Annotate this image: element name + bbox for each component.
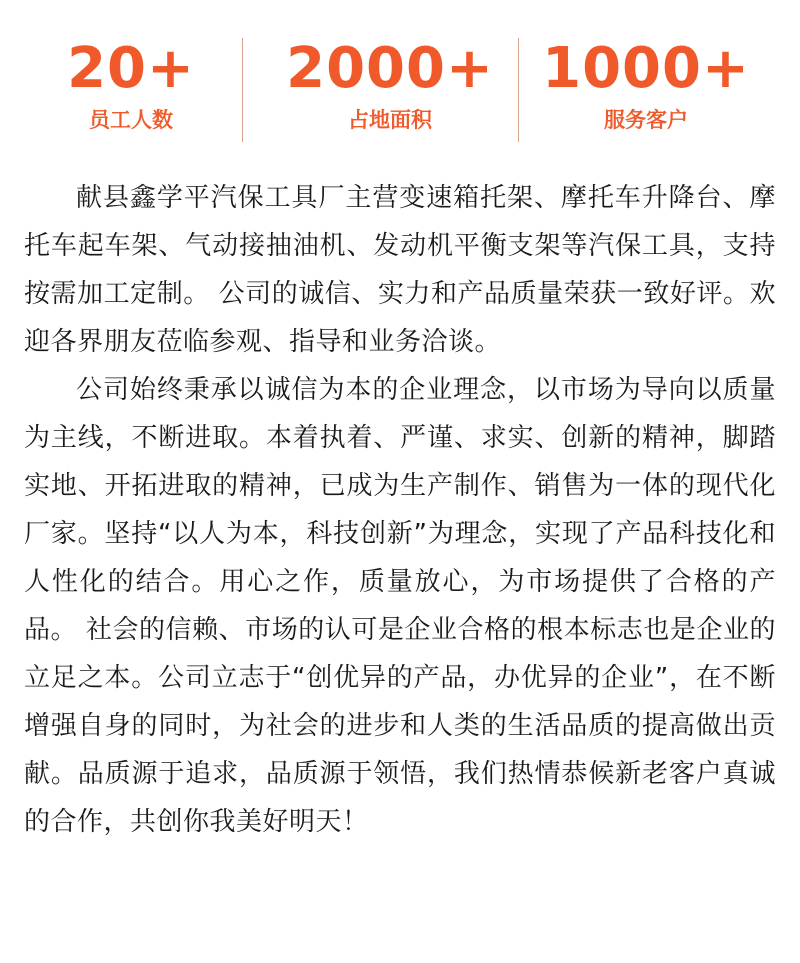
stat-area-label: 占地面积 [348, 108, 432, 132]
stat-customers [518, 30, 774, 148]
company-intro [24, 174, 776, 846]
stat-divider [242, 38, 243, 142]
stat-divider [518, 38, 519, 142]
stat-employees [0, 30, 262, 148]
stats-section [0, 30, 800, 148]
intro-paragraph-1: 献县鑫学平汽保工具厂主营变速箱托架、摩托车升降台、摩托车起车架、气动接抽油机、发动机平衡支架等汽保工具，支持按需加工定制。 公司的诚信、实力和产品质量荣获一致好评。欢迎各界朋友莅临参观、指导和业务洽谈。 [24, 183, 776, 357]
stat-customers-label: 服务客户 [604, 108, 688, 132]
stat-customers-value: 1000+ [542, 36, 750, 101]
stat-employees-value: 20+ [67, 36, 195, 101]
intro-paragraph-2: 公司始终秉承以诚信为本的企业理念，以市场为导向以质量为主线，不断进取。本着执着、严谨、求实、创新的精神，脚踏实地、开拓进取的精神，已成为生产制作、销售为一体的现代化厂家。坚持“以人为本，科技创新”为理念，实现了产品科技化和人性化的结合。用心之作，质量放心，为市场提供了合格的产品。 社会的信赖、市场的认可是企业合格的根本标志也是企业的立足之本。公司立志于“创优异的产品，办优异的企业”，在不断增强自身的同时，为社会的进步和人类的生活品质的提高做出贡献。品质源于追求，品质源于领悟，我们热情恭候新老客户真诚的合作，共创你我美好明天！ [24, 375, 776, 837]
stat-employees-label: 员工人数 [89, 108, 173, 132]
stat-area-value: 2000+ [286, 36, 494, 101]
stat-area [262, 30, 518, 148]
